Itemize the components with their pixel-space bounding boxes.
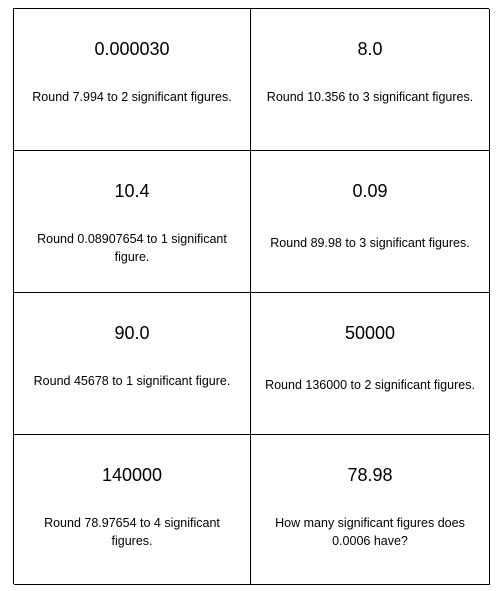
card-7 — [14, 435, 251, 585]
card-answer: 78.98 — [347, 465, 393, 485]
card-question: How many significant figures does 0.0006 have? — [275, 516, 465, 548]
card-grid — [13, 8, 489, 584]
card-1 — [14, 9, 251, 151]
card-5 — [14, 293, 251, 435]
card-question: Round 45678 to 1 significant figure. — [33, 374, 231, 388]
card-question: Round 136000 to 2 significant figures. — [265, 378, 475, 392]
card-answer: 0.000030 — [94, 39, 170, 59]
card-answer: 10.4 — [114, 181, 150, 201]
card-4 — [251, 151, 490, 293]
card-8 — [251, 435, 490, 585]
card-question: Round 0.08907654 to 1 significant figure. — [37, 232, 227, 264]
card-question: Round 89.98 to 3 significant figures. — [270, 236, 470, 250]
card-3 — [14, 151, 251, 293]
card-question: Round 78.97654 to 4 significant figures. — [44, 516, 220, 548]
card-answer: 50000 — [344, 323, 396, 343]
card-answer: 140000 — [101, 465, 163, 485]
card-6 — [251, 293, 490, 435]
card-2 — [251, 9, 490, 151]
card-answer: 8.0 — [357, 39, 383, 59]
card-question: Round 10.356 to 3 significant figures. — [266, 90, 474, 104]
card-question: Round 7.994 to 2 significant figures. — [32, 90, 232, 104]
card-answer: 90.0 — [114, 323, 150, 343]
card-answer: 0.09 — [352, 181, 388, 201]
